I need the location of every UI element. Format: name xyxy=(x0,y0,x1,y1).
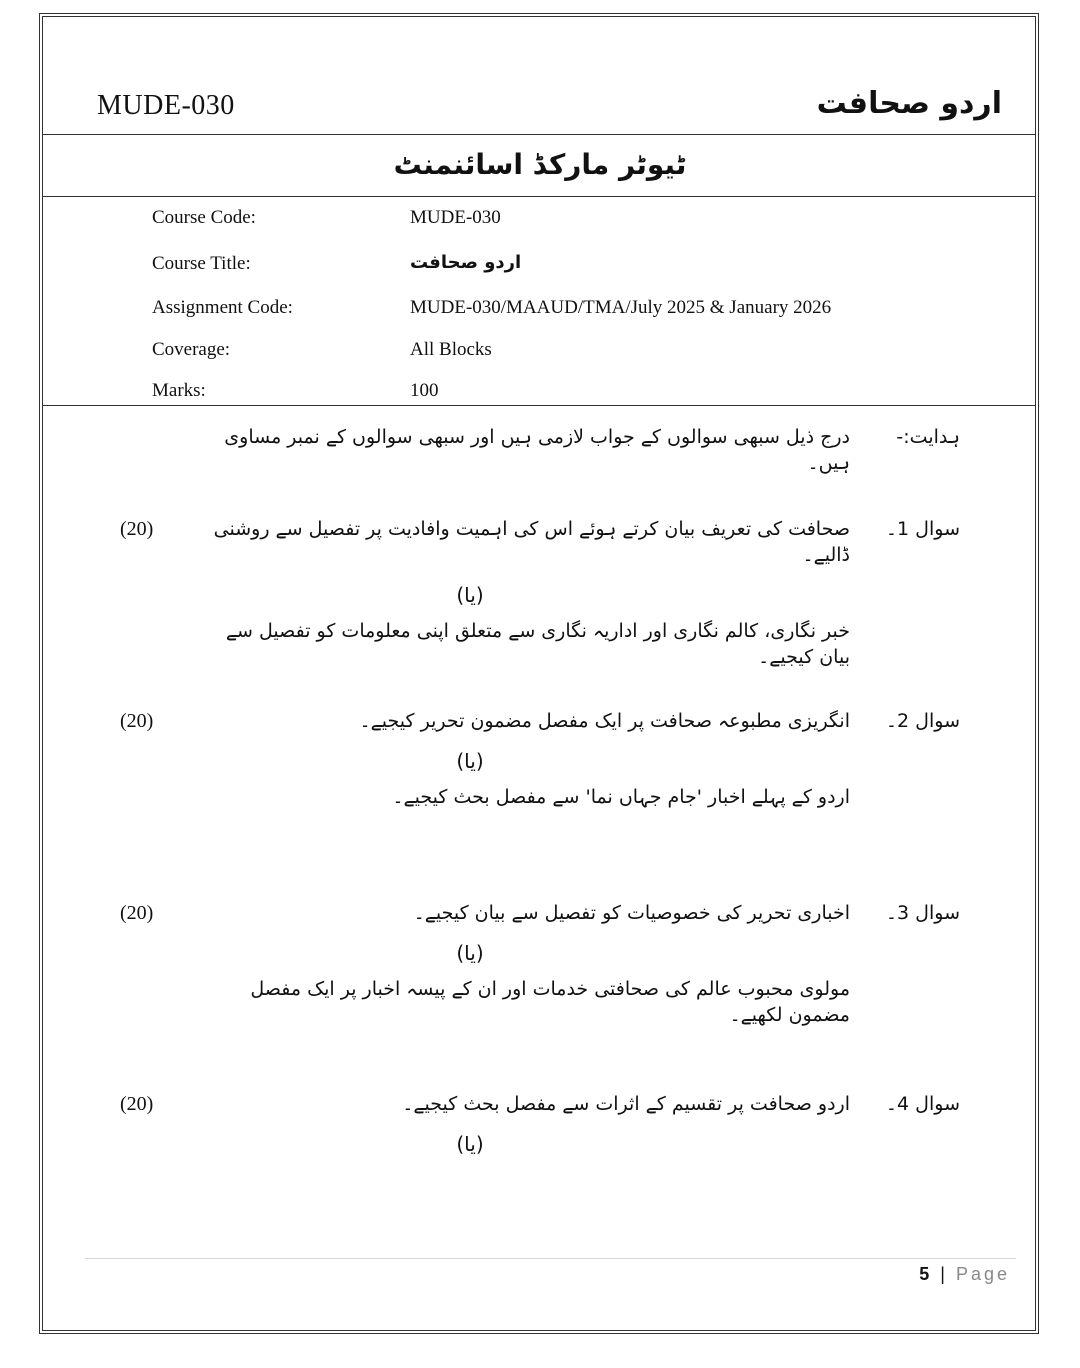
question-text: انگریزی مطبوعہ صحافت پر ایک مفصل مضمون تحریر کیجیے۔ xyxy=(359,710,850,732)
info-value: 100 xyxy=(410,380,439,401)
question-alternative: خبر نگاری، کالم نگاری اور اداریہ نگاری سے متعلق اپنی معلومات کو تفصیل سے بیان کیجیے۔ xyxy=(225,620,850,668)
page-number-value: 5 xyxy=(919,1264,933,1284)
question-marks: (20) xyxy=(120,518,154,540)
question-label: سوال 1۔ xyxy=(885,518,960,540)
question-alternative: اردو کے پہلے اخبار 'جام جہاں نما' سے مفصل بحث کیجیے۔ xyxy=(392,786,850,808)
question-body xyxy=(190,708,850,810)
question-body xyxy=(190,900,850,1028)
question-alternative: مولوی محبوب عالم کی صحافتی خدمات اور ان کے پیسہ اخبار پر ایک مفصل مضمون لکھیے۔ xyxy=(250,978,850,1026)
divider xyxy=(43,196,1036,197)
info-label: Marks: xyxy=(152,380,206,401)
question-body xyxy=(190,516,850,670)
info-label: Course Code: xyxy=(152,207,256,228)
divider xyxy=(43,134,1036,135)
question-label: سوال 2۔ xyxy=(885,710,960,732)
question-marks: (20) xyxy=(120,1093,154,1115)
question-or: (یا) xyxy=(456,941,484,965)
question-2 xyxy=(120,708,960,810)
info-value: MUDE-030/MAAUD/TMA/July 2025 & January 2026 xyxy=(410,297,832,318)
page-word: Page xyxy=(955,1264,1010,1284)
course-name-header: اردو صحافت xyxy=(816,86,1002,121)
question-text: اردو صحافت پر تقسیم کے اثرات سے مفصل بحث کیجیے۔ xyxy=(402,1093,850,1115)
question-text: صحافت کی تعریف بیان کرتے ہوئے اس کی اہمیت وافادیت پر تفصیل سے روشنی ڈالیے۔ xyxy=(213,518,850,566)
question-3 xyxy=(120,900,960,1028)
instructions-text: درج ذیل سبھی سوالوں کے جواب لازمی ہیں اور سبھی سوالوں کے نمبر مساوی ہیں۔ xyxy=(224,426,850,474)
divider xyxy=(43,405,1036,406)
footer-divider xyxy=(85,1258,1016,1259)
question-or: (یا) xyxy=(456,1132,484,1156)
question-or: (یا) xyxy=(456,749,484,773)
info-value: MUDE-030 xyxy=(410,207,501,228)
question-body xyxy=(190,1091,850,1167)
question-label: سوال 3۔ xyxy=(885,902,960,924)
assignment-title: ٹیوٹر مارکڈ اسائنمنٹ xyxy=(393,148,687,181)
info-label: Course Title: xyxy=(152,253,251,274)
info-value: اردو صحافت xyxy=(410,252,522,273)
page-number-separator: | xyxy=(940,1264,948,1284)
info-label: Assignment Code: xyxy=(152,297,293,318)
instructions xyxy=(120,424,960,476)
question-marks: (20) xyxy=(120,710,154,732)
info-label: Coverage: xyxy=(152,339,231,360)
page-number xyxy=(919,1264,1010,1285)
question-or: (یا) xyxy=(456,583,484,607)
instructions-label: ہدایت:- xyxy=(896,426,960,448)
course-code-header: MUDE-030 xyxy=(97,90,235,121)
question-marks: (20) xyxy=(120,902,154,924)
question-1 xyxy=(120,516,960,670)
question-text: اخباری تحریر کی خصوصیات کو تفصیل سے بیان کیجیے۔ xyxy=(413,902,850,924)
question-4 xyxy=(120,1091,960,1167)
info-value: All Blocks xyxy=(410,339,492,360)
question-label: سوال 4۔ xyxy=(885,1093,960,1115)
